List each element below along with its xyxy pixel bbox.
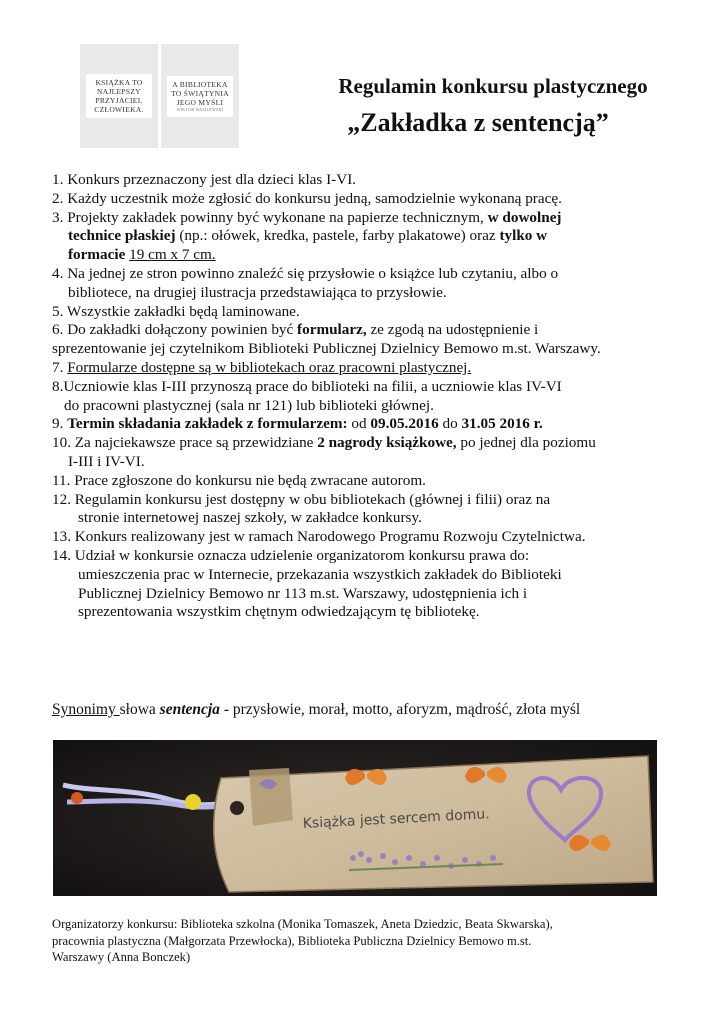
rule-12: 12. Regulamin konkursu jest dostępny w obu bibliotekach (głównej i filii) oraz na (52, 490, 551, 508)
rule-2: 2. Każdy uczestnik może zgłosić do konkursu jedną, samodzielnie wykonaną pracę. (52, 189, 562, 207)
page-title (258, 72, 698, 140)
bead-orange (71, 792, 83, 804)
bookmark-text: Książka jest sercem domu. (302, 806, 491, 832)
logo-right-sub: WIKTOR WASILEWSKI (176, 106, 224, 112)
bookmark-photo (53, 740, 657, 896)
rule-9: 9. Termin składania zakładek z formularzem: od 09.05.2016 do 31.05 2016 r. (52, 415, 543, 433)
rule-10: 10. Za najciekawsze prace są przewidziane 2 nagrody książkowe, po jednej dla poziomu (52, 434, 596, 452)
logo-left-text: KSIĄŻKA TO NAJLEPSZY PRZYJACIEL CZŁOWIEKA. (86, 74, 152, 118)
bead-yellow (185, 794, 201, 810)
rule-3-cont: technice płaskiej (np.: ołówek, kredka, pastele, farby plakatowe) oraz tylko w (68, 227, 548, 245)
bookmark-hole (230, 801, 244, 815)
synonyms-word: sentencja (159, 701, 220, 718)
synonyms-label-2: słowa (119, 701, 156, 718)
rule-14-cont-1: umieszczenia prac w Internecie, przekazania wszystkich zakładek do Biblioteki (78, 565, 562, 583)
rule-1: 1. Konkurs przeznaczony jest dla dzieci klas I-VI. (52, 171, 357, 188)
rule-7: 7. Formularze dostępne są w bibliotekach oraz pracowni plastycznej. (52, 358, 472, 376)
title-line-1: Regulamin konkursu plastycznego (338, 74, 648, 98)
rule-12-cont: stronie internetowej naszej szkoły, w zakładce konkursy. (78, 509, 422, 527)
rules-list (52, 171, 692, 622)
rule-5: 5. Wszystkie zakładki będą laminowane. (52, 302, 300, 320)
library-logo-left (80, 44, 158, 148)
synonyms-rest: - przysłowie, morał, motto, aforyzm, mądrość, złota myśl (219, 701, 581, 718)
footer-line-3: Warszawy (Anna Bonczek) (52, 950, 191, 964)
rule-3-cont-2: formacie 19 cm x 7 cm. (68, 246, 216, 264)
rule-11: 11. Prace zgłoszone do konkursu nie będą zwracane autorom. (52, 471, 426, 489)
rule-6: 6. Do zakładki dołączony powinien być formularz, ze zgodą na udostępnienie i (52, 321, 539, 339)
rule-14-cont-2: Publicznej Dzielnicy Bemowo nr 113 m.st. Warszawy, udostępnienia ich i (78, 584, 528, 602)
rule-13: 13. Konkurs realizowany jest w ramach Narodowego Programu Rozwoju Czytelnictwa. (52, 528, 586, 546)
rule-4-cont: bibliotece, na drugiej ilustracja przedstawiająca to przysłowie. (68, 283, 447, 301)
synonyms-line (52, 701, 580, 719)
logo-right-text: A BIBLIOTEKA TO ŚWIĄTYNIA JEGO MYŚLI (171, 79, 229, 107)
synonyms-label: Synonimy (52, 701, 120, 718)
rule-14: 14. Udział w konkursie oznacza udzielenie organizatorom konkursu prawa do: (52, 546, 530, 564)
rule-14-cont-3: sprezentowania wszystkim chętnym odwiedzającym tę bibliotekę. (78, 603, 480, 621)
rule-4: 4. Na jednej ze stron powinno znaleźć się przysłowie o książce lub czytaniu, albo o (52, 264, 559, 282)
rule-8-cont: do pracowni plastycznej (sala nr 121) lub biblioteki głównej. (64, 396, 434, 414)
bookmark-photo-svg (53, 740, 657, 896)
title-line-2: „Zakładka z sentencją” (347, 108, 609, 137)
rule-8: 8.Uczniowie klas I-III przynoszą prace do biblioteki na filii, a uczniowie klas IV-VI (52, 377, 562, 395)
organizers-footer (52, 916, 682, 966)
rule-3: 3. Projekty zakładek powinny być wykonane na papierze technicznym, w dowolnej (52, 208, 562, 226)
library-logo-right (161, 44, 239, 148)
footer-line-2: pracownia plastyczna (Małgorzata Przewłocka), Biblioteka Publiczna Dzielnicy Bemowo m.st. (52, 933, 532, 948)
rule-10-cont: I-III i IV-VI. (68, 452, 145, 470)
footer-line-1: Organizatorzy konkursu: Biblioteka szkolna (Monika Tomaszek, Aneta Dziedzic, Beata Skwarska), (52, 917, 553, 931)
rule-6-cont: sprezentowanie jej czytelnikom Biblioteki Publicznej Dzielnicy Bemowo m.st. Warszawy. (52, 340, 601, 358)
